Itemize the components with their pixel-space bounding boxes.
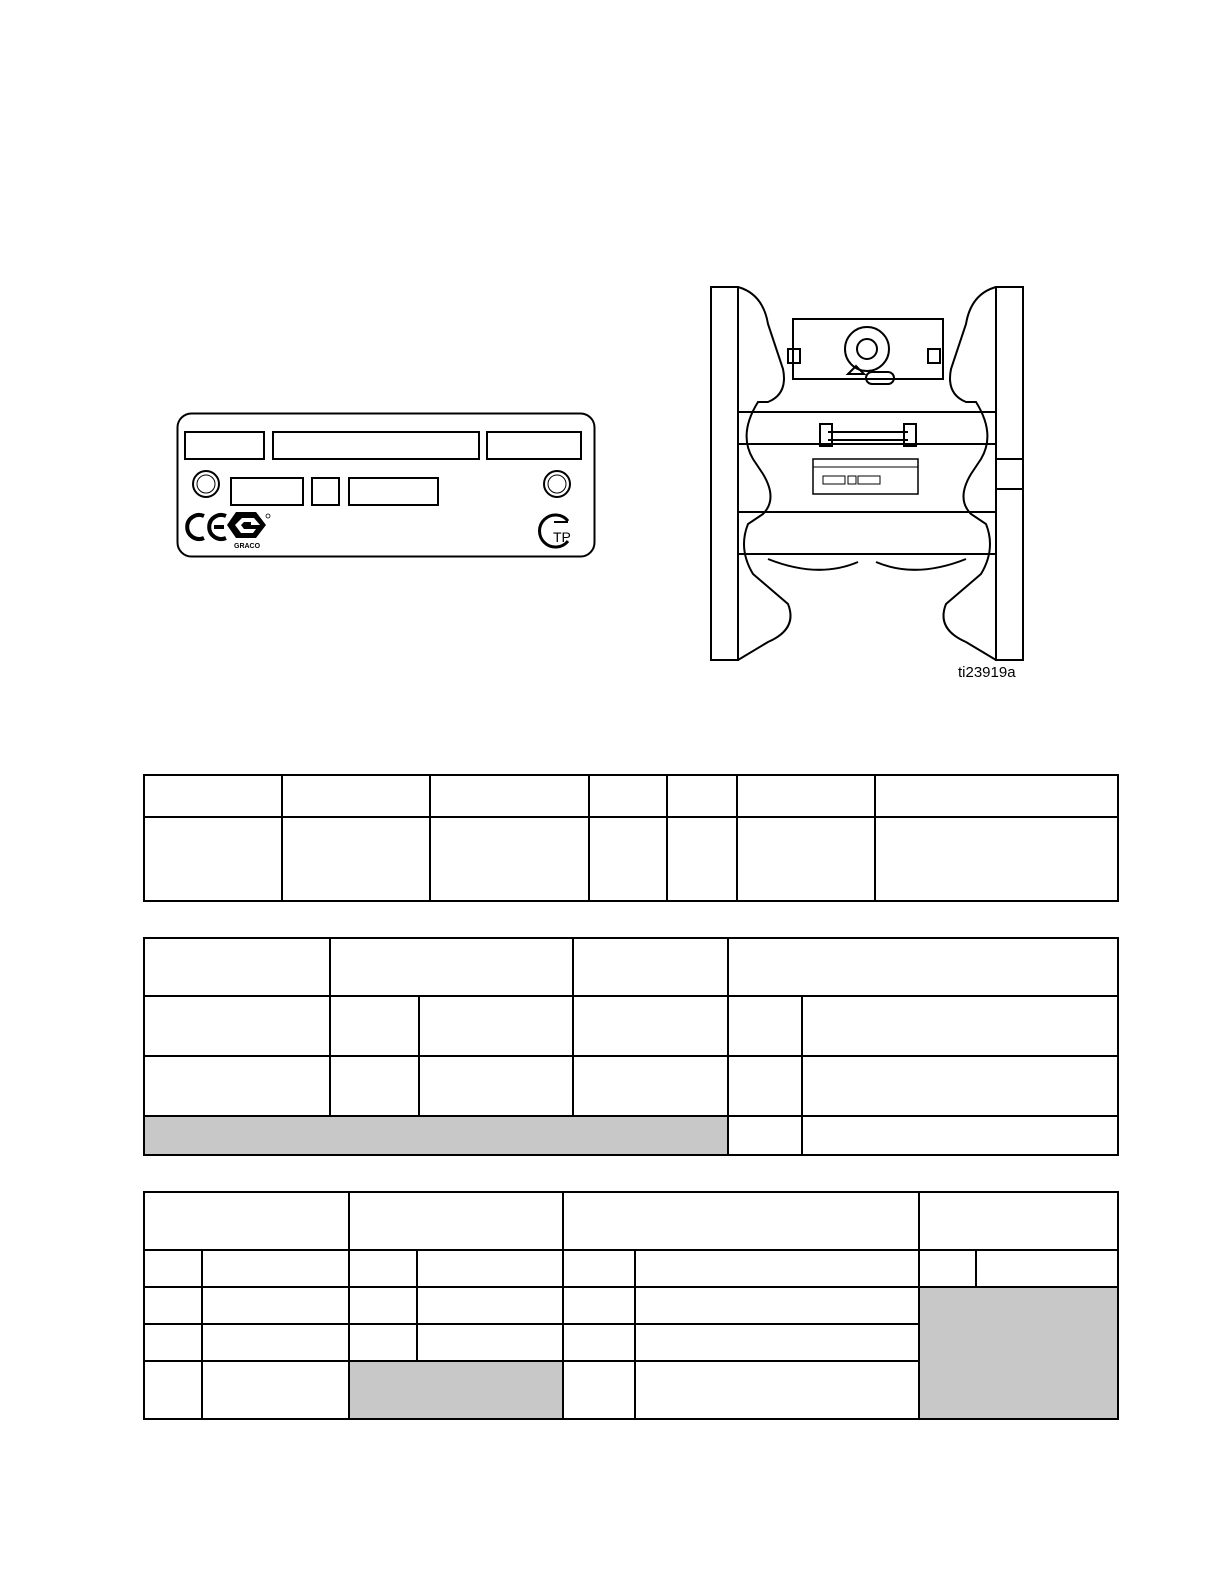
table-cell [144,775,282,817]
table-cell [330,996,419,1056]
table-cell [875,775,1118,817]
table-cell [419,1056,573,1116]
table-cell [737,775,875,817]
table-cell [419,996,573,1056]
figure-id: ti23919a [958,664,1016,681]
table-cell [563,1250,635,1287]
table-cell [635,1361,919,1419]
mounting-hole-right [544,471,570,497]
table-cell [589,775,667,817]
table-cell [919,1192,1118,1250]
table-cell [635,1324,919,1361]
table-cell [349,1287,417,1324]
table-cell [563,1361,635,1419]
table-cell [144,817,282,901]
table-cell [635,1250,919,1287]
table-cell [202,1324,349,1361]
nameplate-config-field [273,432,479,459]
table-cell [563,1287,635,1324]
table-cell [430,817,589,901]
table-cell [349,1192,563,1250]
pump-illustration [708,284,1026,664]
table-cell [802,996,1118,1056]
table-cell [144,1250,202,1287]
table-cell [728,1116,802,1155]
nameplate-illustration [176,412,596,558]
table-cell [330,1056,419,1116]
table-cell [573,1056,728,1116]
nameplate-part-field [185,432,264,459]
table-cell [728,996,802,1056]
table-2 [143,937,1119,1156]
table-cell [728,938,1118,996]
table-cell [349,1324,417,1361]
table-cell [976,1250,1118,1287]
table-cell [430,775,589,817]
table-shaded-cell [349,1361,563,1419]
nameplate-serial-field [487,432,581,459]
table-cell [330,938,573,996]
table-cell [919,1250,976,1287]
table-cell [802,1056,1118,1116]
table-cell [417,1287,563,1324]
table-cell [144,1324,202,1361]
table-cell [667,775,737,817]
table-cell [202,1250,349,1287]
nameplate-small-field-1 [231,478,303,505]
table-cell [563,1324,635,1361]
table-3 [143,1191,1119,1420]
table-cell [144,1361,202,1419]
table-cell [144,1287,202,1324]
table-shaded-cell [144,1116,728,1155]
table-cell [282,775,430,817]
table-1 [143,774,1119,902]
table-cell [573,996,728,1056]
table-cell [635,1287,919,1324]
table-cell [202,1287,349,1324]
table-cell [589,817,667,901]
table-cell [282,817,430,901]
table-cell [802,1116,1118,1155]
table-cell [667,817,737,901]
table-cell [875,817,1118,901]
table-cell [417,1250,563,1287]
table-cell [144,996,330,1056]
table-cell [144,1056,330,1116]
svg-text:GRACO: GRACO [234,543,261,550]
table-cell [144,1192,349,1250]
nameplate-small-field-3 [349,478,438,505]
svg-text:TP: TP [553,529,571,545]
mounting-hole-left [193,471,219,497]
table-shaded-cell [919,1287,1118,1419]
table-cell [728,1056,802,1116]
nameplate-small-field-2 [312,478,339,505]
table-cell [737,817,875,901]
table-cell [349,1250,417,1287]
table-cell [417,1324,563,1361]
table-cell [202,1361,349,1419]
table-cell [573,938,728,996]
table-cell [563,1192,919,1250]
table-cell [144,938,330,996]
